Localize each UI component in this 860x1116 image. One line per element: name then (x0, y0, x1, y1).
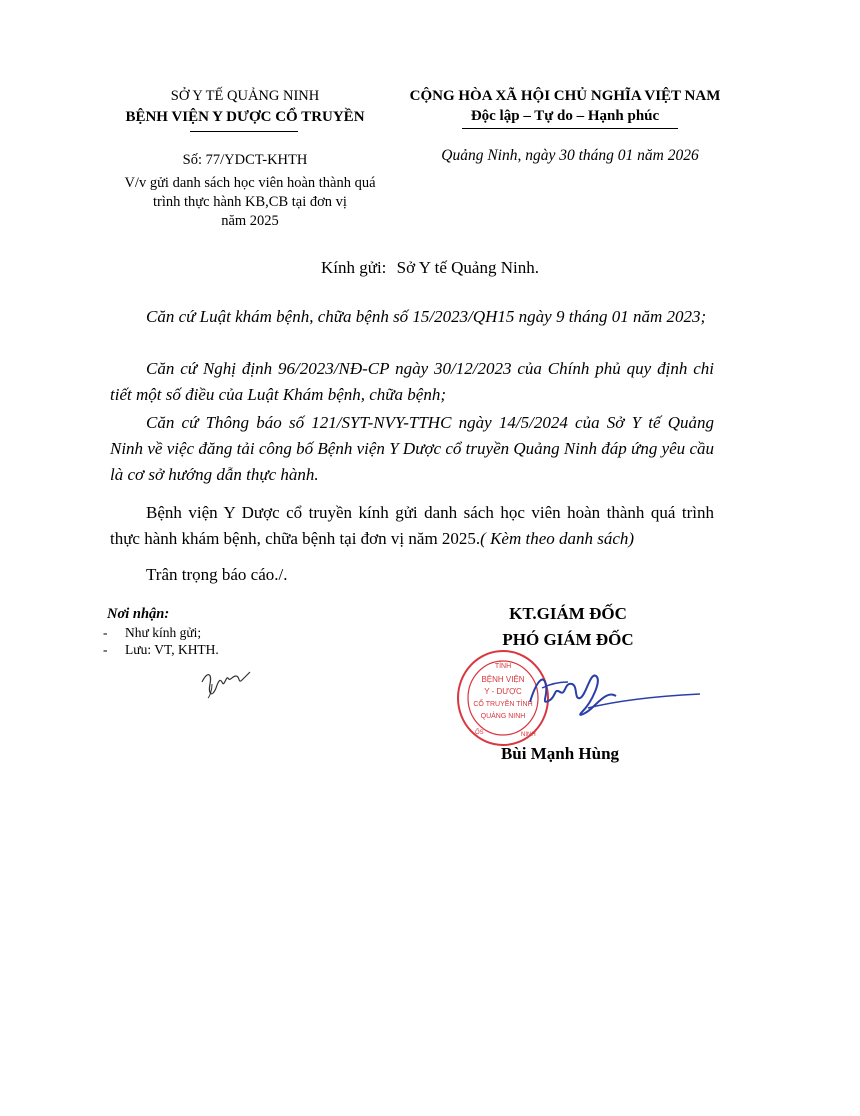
recipient-label: Kính gửi: (321, 258, 387, 277)
motto-underline (462, 128, 678, 129)
recipient-list-text: Như kính gửi; (125, 625, 202, 640)
legal-basis-2: Căn cứ Nghị định 96/2023/NĐ-CP ngày 30/12/2023 của Chính phủ quy định chi tiết một số điều của Luật Khám bệnh, chữa bệnh; (110, 359, 714, 404)
main-paragraph (110, 500, 714, 552)
seal-text: QUẢNG NINH (480, 713, 526, 720)
svg-text:ỐS: ỐS (475, 730, 484, 736)
document-number: Số: 77/YDCT-KHTH (182, 152, 308, 168)
national-title: CỘNG HÒA XÃ HỘI CHỦ NGHĨA VIỆT NAM (409, 88, 721, 104)
signature-title-2: PHÓ GIÁM ĐỐC (502, 630, 634, 649)
recipient-list-text: Lưu: VT, KHTH. (125, 642, 219, 657)
place-date-line: Quảng Ninh, ngày 30 tháng 01 năm 2026 (441, 147, 699, 164)
organization-underline (190, 131, 298, 132)
svg-text:NINH: NINH (521, 732, 536, 738)
seal-text: BỆNH VIỆN (481, 675, 525, 684)
national-motto: Độc lập – Tự do – Hạnh phúc (470, 108, 660, 124)
handwritten-initials (198, 664, 254, 700)
document-subject (100, 174, 400, 231)
signer-name: Bùi Mạnh Hùng (500, 744, 620, 763)
seal-text: CỔ TRUYỀN TỈNH (473, 701, 533, 708)
organization-name: BỆNH VIỆN Y DƯỢC CỔ TRUYỀN (125, 109, 365, 125)
recipient-list-item: - Như kính gửi; (103, 625, 202, 640)
seal-text: Y - DƯỢC (484, 687, 522, 696)
seal-text: TỈNH (494, 663, 512, 670)
main-paragraph-text: Bệnh viện Y Dược cổ truyền kính gửi danh sách học viên hoàn thành quá trình thực hành khám bệnh, chữa bệnh tại đơn vị năm 2025. (110, 503, 714, 548)
signature-title-1: KT.GIÁM ĐỐC (509, 604, 627, 623)
legal-basis-1: Căn cứ Luật khám bệnh, chữa bệnh số 15/2023/QH15 ngày 9 tháng 01 năm 2023; (146, 307, 707, 326)
recipients-title: Nơi nhận: (107, 606, 170, 622)
subject-line: năm 2025 (221, 213, 279, 229)
recipient-line (0, 258, 860, 278)
recipient-list-item: - Lưu: VT, KHTH. (103, 642, 219, 657)
attachment-note: ( Kèm theo danh sách) (480, 529, 635, 548)
recipient-name: Sở Y tế Quảng Ninh. (396, 258, 539, 277)
subject-line: V/v gửi danh sách học viên hoàn thành quá (124, 175, 376, 191)
handwritten-signature (520, 662, 702, 720)
closing-line: Trân trọng báo cáo./. (146, 565, 288, 584)
legal-basis-3: Căn cứ Thông báo số 121/SYT-NVY-TTHC ngày 14/5/2024 của Sở Y tế Quảng Ninh về việc đăng tải công bố Bệnh viện Y Dược cổ truyền Quảng Ninh đáp ứng yêu cầu là cơ sở hướng dẫn thực hành. (110, 413, 714, 484)
parent-organization: SỞ Y TẾ QUẢNG NINH (170, 88, 320, 104)
subject-line: trình thực hành KB,CB tại đơn vị (153, 194, 347, 210)
